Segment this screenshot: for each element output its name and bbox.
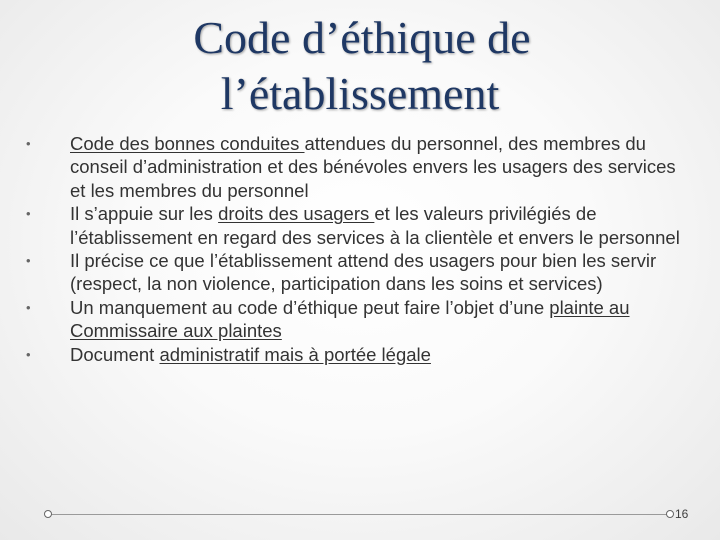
- bullet-4-pre: Un manquement au code d’éthique peut faire l’objet d’une: [70, 296, 550, 318]
- bullet-icon: •: [26, 299, 31, 315]
- bullet-1-text: attendues du personnel, des membres du conseil d’administration et des bénévoles envers les usagers des services et les membres du personnel: [70, 133, 676, 201]
- bullet-list: [26, 132, 686, 366]
- bullet-icon: •: [26, 346, 31, 362]
- bullet-item-1: [26, 132, 686, 202]
- bullet-5-pre: Document: [70, 343, 160, 365]
- title-line-2: l’établissement: [220, 68, 500, 119]
- bullet-5-underlined: administratif mais à portée légale: [159, 343, 431, 365]
- bullet-4-underlined: plainte au Commissaire aux plaintes: [70, 296, 630, 342]
- title-line-1: Code d’éthique de: [193, 12, 531, 63]
- bullet-2-text: et les valeurs privilégiés de l’établissement en regard des services à la clientèle et envers le personnel: [70, 203, 680, 248]
- page-number: 16: [675, 507, 689, 521]
- footer-rule: [46, 514, 670, 515]
- bullet-2-underlined: droits des usagers: [218, 203, 375, 225]
- bullet-icon: •: [26, 253, 31, 269]
- bullet-item-2: [26, 202, 686, 249]
- bullet-item-3: [26, 249, 686, 296]
- footer-dot-right-icon: [666, 510, 674, 518]
- slide-title: [0, 10, 720, 122]
- bullet-2-pre: Il s’appuie sur les: [70, 203, 219, 225]
- bullet-icon: •: [26, 206, 31, 222]
- bullet-item-5: [26, 343, 686, 366]
- bullet-1-underlined: Code des bonnes conduites: [70, 133, 305, 154]
- bullet-3-text: Il précise ce que l’établissement attend des usagers pour bien les servir (respect, la non violence, participation dans les soins et services): [70, 250, 657, 295]
- footer-dot-left-icon: [44, 510, 52, 518]
- bullet-item-4: [26, 296, 686, 343]
- bullet-icon: •: [26, 136, 31, 151]
